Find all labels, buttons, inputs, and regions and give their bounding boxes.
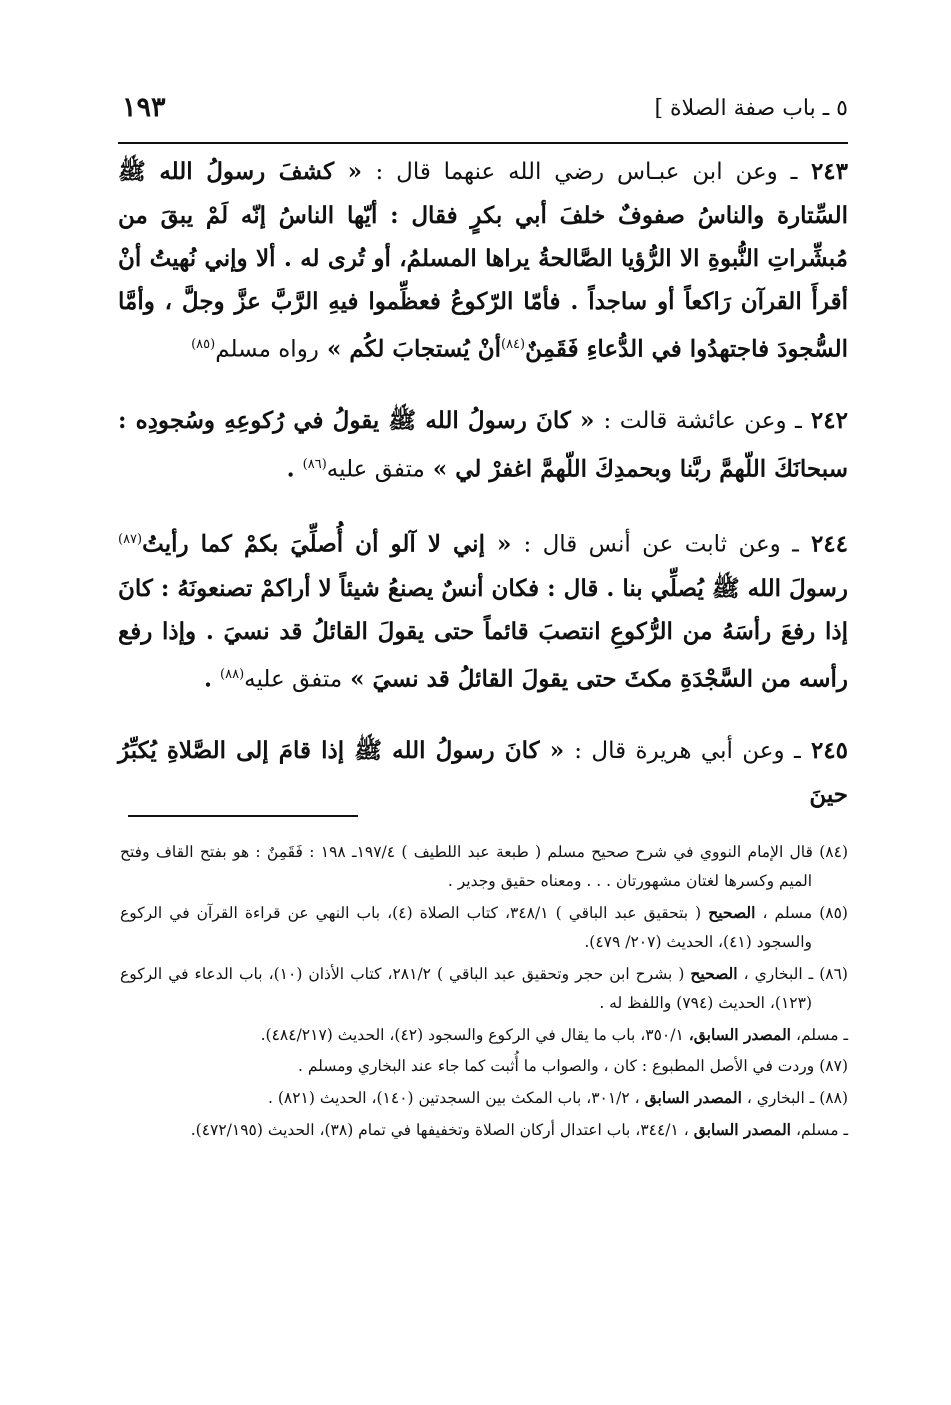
hadith-243 bbox=[118, 150, 848, 372]
footnote-text: ، ٣٤٤/١، باب اعتدال أركان الصلاة وتخفيفها في تمام (٣٨)، الحديث (٤٧٢/١٩٥). bbox=[190, 1121, 689, 1139]
footnote-number: (٨٧) bbox=[819, 1057, 848, 1075]
page-number: ١٩٣ bbox=[122, 92, 166, 123]
footnote-ref: (٨٦) bbox=[302, 456, 327, 472]
hadith-number: ٢٤٤ bbox=[810, 530, 848, 558]
footnote-author: ـ البخاري ، bbox=[743, 965, 814, 983]
hadith-source: رواه مسلم bbox=[215, 336, 319, 363]
hadith-intro: ـ وعن عائشة قالت : bbox=[603, 407, 802, 434]
footnote-book: المصدر السابق bbox=[693, 1120, 791, 1139]
footnotes bbox=[120, 838, 848, 1147]
hadith-source: متفق عليه bbox=[244, 666, 343, 693]
footnote-author: ـ مسلم، bbox=[795, 1121, 848, 1139]
hadith-number: ٢٤٥ bbox=[810, 736, 848, 764]
footnote-book: المصدر السابق، bbox=[688, 1025, 791, 1044]
footnote-85 bbox=[120, 898, 848, 957]
hadith-text: « كانَ رسولُ الله ﷺ إذا قامَ إلى الصَّلاةِ يُكبِّرُ حينَ bbox=[118, 736, 848, 808]
footnote-number: (٨٤) bbox=[819, 843, 849, 861]
footnote-88-b bbox=[120, 1115, 848, 1145]
footnote-divider bbox=[128, 815, 358, 817]
footnote-book: الصحيح bbox=[690, 964, 738, 983]
hadith-text: « كانَ رسولُ الله ﷺ يقولُ في رُكوعِهِ وسُجودِه : سبحانَكَ اللّهمَّ ربَّنا وبحمدِكَ اللّهمَّ اغفرْ لي » bbox=[118, 406, 848, 483]
hadith-text-cont: رسولَ الله ﷺ يُصلِّي بنا . قال : فكان أنسٌ يصنعُ شيئاً لا أراكمْ تصنعونَهُ : كانَ إذا رفعَ رأسَهُ من الرُّكوعِ انتصبَ قائماً حتى يقولَ القائلُ قد نسيَ . وإذا رفع رأسه من السَّجْدَةِ مكثَ حتى يقولَ القائلُ قد نسيَ » bbox=[118, 574, 848, 693]
chapter-title: ٥ ـ باب صفة الصلاة ] bbox=[654, 96, 848, 121]
footnote-number: (٨٦) bbox=[819, 965, 848, 983]
hadith-number: ٢٤٣ bbox=[810, 158, 849, 185]
hadith-text: « إني لا آلو أن أُصلِّيَ بكمْ كما رأيتُ bbox=[142, 530, 512, 558]
footnote-book: المصدر السابق bbox=[644, 1088, 742, 1107]
hadith-245 bbox=[118, 729, 848, 816]
page-header bbox=[118, 88, 848, 132]
footnote-text: ٣٥٠/١، باب ما يقال في الركوع والسجود (٤٢)، الحديث (٤٨٤/٢١٧). bbox=[260, 1026, 684, 1044]
hadith-intro: ـ وعن ثابت عن أنس قال : bbox=[523, 531, 799, 558]
hadith-text: « كشفَ رسولُ الله ﷺ السِّتارة والناسُ صفوفٌ خلفَ أبي بكرٍ فقال : أيّها الناسُ إنّه لَمْ يبقَ من مُبشِّراتِ النُّبوةِ الا الرُّؤيا الصَّالحةُ يراها المسلمُ، أو تُرى له . ألا وإني نُهيتُ أنْ أقرأَ القرآن رَاكعاً أو ساجداً . فأمّا الرّكوعُ فعظِّموا فيهِ الرَّبَّ عزَّ وجلَّ ، وأمَّا السُّجودَ فاجتهدُوا في الدُّعاءِ فَقَمِنٌ bbox=[118, 158, 848, 363]
footnote-84 bbox=[120, 838, 848, 896]
footnote-ref: (٨٧) bbox=[118, 532, 143, 548]
main-text bbox=[118, 150, 848, 843]
hadith-242 bbox=[118, 399, 848, 492]
footnote-87 bbox=[120, 1052, 848, 1081]
footnote-88 bbox=[120, 1083, 848, 1113]
header-divider bbox=[118, 142, 848, 144]
footnote-text: ( بشرح ابن حجر وتحقيق عبد الباقي ) ٢٨١/٢، كتاب الأذان (١٠)، باب الدعاء في الركوع (١٢٣)، الحديث (٧٩٤) واللفظ له . bbox=[120, 965, 812, 1012]
footnote-author: ـ مسلم، bbox=[795, 1026, 848, 1044]
footnote-author: ـ البخاري ، bbox=[746, 1089, 815, 1107]
footnote-author: مسلم ، bbox=[762, 904, 813, 922]
hadith-end: . bbox=[286, 455, 295, 483]
footnote-text: وردت في الأصل المطبوع : كان ، والصواب ما أُثبت كما جاء عند البخاري ومسلم . bbox=[298, 1057, 815, 1075]
footnote-text: ( بتحقيق عبد الباقي ) ٣٤٨/١، كتاب الصلاة (٤)، باب النهي عن قراءة القرآن في الركوع والسجود (٤١)، الحديث (٢٠٧/ ٤٧٩). bbox=[120, 904, 812, 951]
hadith-number: ٢٤٢ bbox=[810, 406, 848, 434]
footnote-86 bbox=[120, 959, 848, 1018]
hadith-244 bbox=[118, 518, 848, 701]
footnote-ref: (٨٨) bbox=[220, 666, 245, 682]
hadith-intro: ـ وعن ابن عبـاس رضي الله عنهما قال : bbox=[375, 159, 798, 185]
hadith-intro: ـ وعن أبي هريرة قال : bbox=[574, 737, 801, 764]
footnote-86-b bbox=[120, 1020, 848, 1050]
footnote-number: (٨٥) bbox=[819, 904, 848, 922]
footnote-number: (٨٨) bbox=[819, 1089, 848, 1107]
footnote-text: قال الإمام النووي في شرح صحيح مسلم ( طبعة عبد اللطيف ) ١٩٧/٤ـ ١٩٨ : فَقَمِنٌ : هو بفتح القاف وفتح الميم وكسرها لغتان مشهورتان . . . ومعناه حقيق وجدير . bbox=[120, 843, 813, 890]
footnote-ref: (٨٤) bbox=[501, 337, 526, 352]
hadith-end: . bbox=[203, 665, 212, 693]
footnote-text: ، ٣٠١/٢، باب المكث بين السجدتين (١٤٠)، الحديث (٨٢١) . bbox=[268, 1089, 640, 1107]
hadith-source: متفق عليه bbox=[326, 456, 425, 483]
hadith-text-cont: أنْ يُستجابَ لكُم » bbox=[326, 335, 501, 363]
footnote-ref: (٨٥) bbox=[191, 337, 216, 352]
footnote-book: الصحيح bbox=[708, 903, 756, 922]
